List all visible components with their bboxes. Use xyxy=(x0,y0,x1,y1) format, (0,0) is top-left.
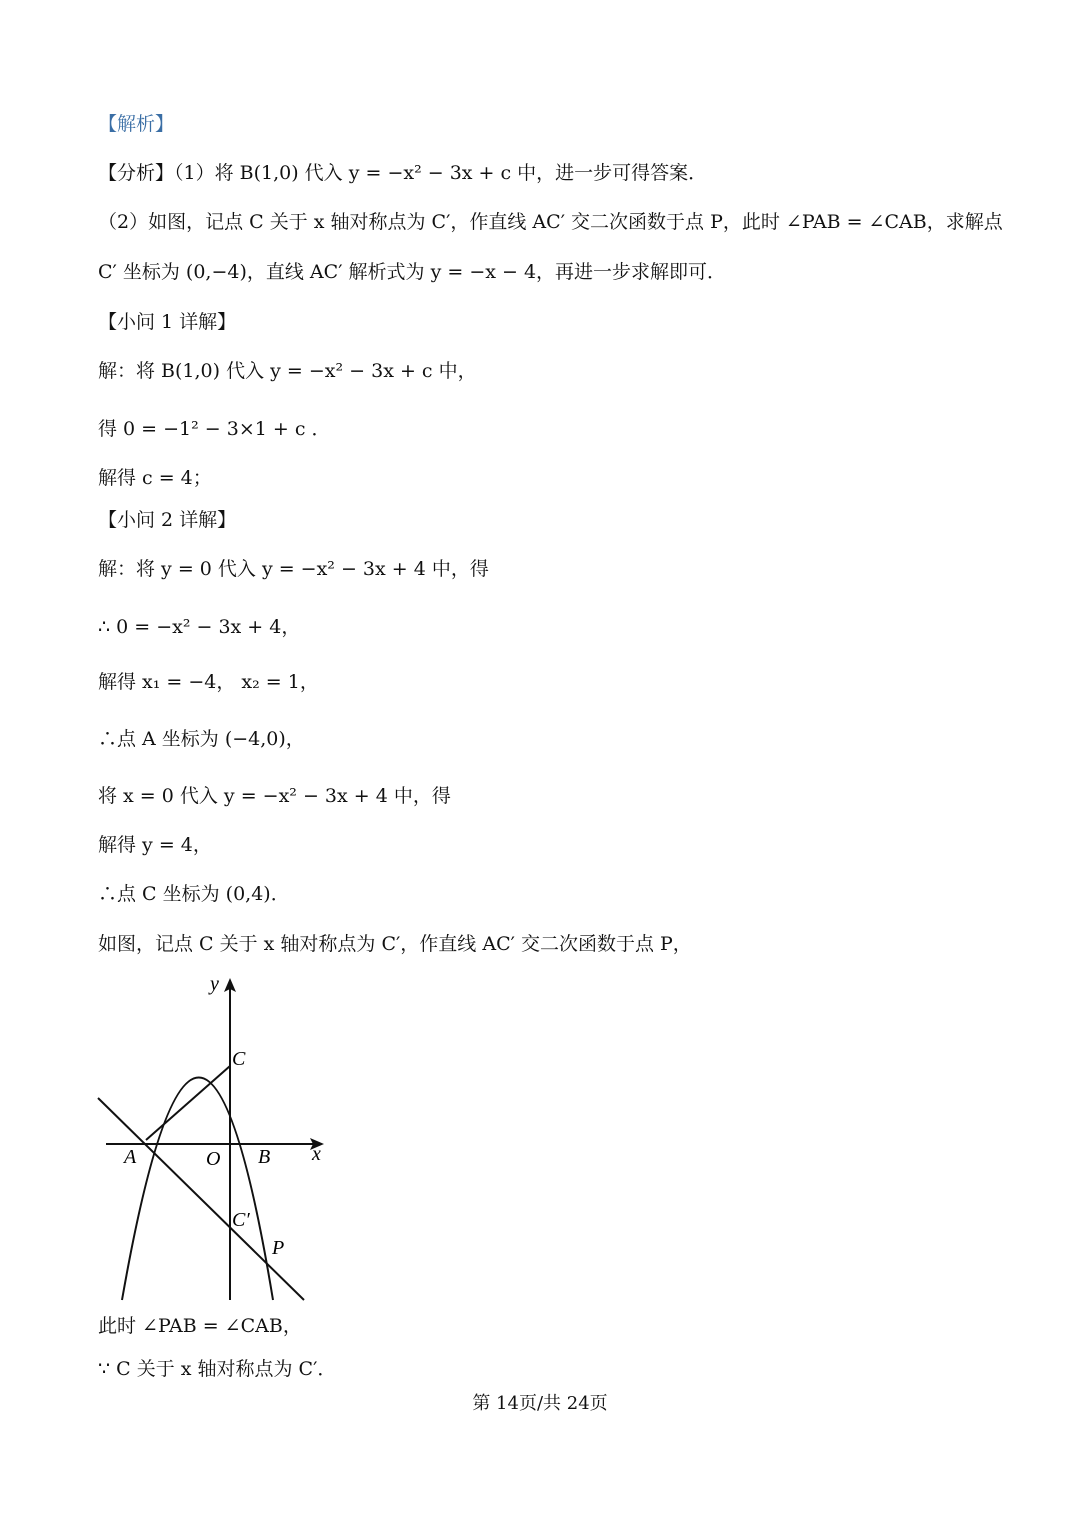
label-c-prime: C′ xyxy=(232,1209,250,1231)
analysis-line-2: （2）如图，记点 C 关于 x 轴对称点为 C′，作直线 AC′ 交二次函数于点 P，此时 ∠PAB = ∠CAB，求解点 xyxy=(98,211,1003,233)
analysis-line-1: 【分析】（1）将 B(1,0) 代入 y = −x² − 3x + c 中，进一步可得答案． xyxy=(98,162,708,184)
label-o: O xyxy=(206,1148,221,1170)
q2-line-1: 解：将 y = 0 代入 y = −x² − 3x + 4 中，得 xyxy=(98,558,489,580)
analysis-line-3: C′ 坐标为 (0,−4)，直线 AC′ 解析式为 y = −x − 4，再进一步求解即可． xyxy=(98,261,727,283)
parabola-figure xyxy=(92,970,332,1306)
label-c: C xyxy=(232,1048,246,1070)
q1-line-3: 解得 c = 4； xyxy=(98,467,212,489)
heading-q1: 【小问 1 详解】 xyxy=(98,311,237,333)
q2-line-2: ∴ 0 = −x² − 3x + 4， xyxy=(98,616,301,638)
label-a: A xyxy=(124,1146,137,1168)
q2-line-3: 解得 x₁ = −4， x₂ = 1， xyxy=(98,671,319,693)
label-y: y xyxy=(210,973,219,995)
label-x: x xyxy=(312,1143,321,1165)
segment-ac xyxy=(146,1066,230,1140)
q2-line-6: 解得 y = 4， xyxy=(98,834,212,856)
q2-line-7: ∴点 C 坐标为 (0,4)． xyxy=(98,883,290,905)
label-p: P xyxy=(272,1237,285,1259)
heading-q2: 【小问 2 详解】 xyxy=(98,509,237,531)
q1-line-1: 解：将 B(1,0) 代入 y = −x² − 3x + c 中， xyxy=(98,360,477,382)
q1-line-2: 得 0 = −1² − 3×1 + c ． xyxy=(98,418,331,440)
page-footer: 第 14页/共 24页 xyxy=(472,1393,608,1414)
q2-line-5: 将 x = 0 代入 y = −x² − 3x + 4 中，得 xyxy=(98,785,451,807)
q2-line-10: ∵ C 关于 x 轴对称点为 C′． xyxy=(98,1358,337,1380)
label-b: B xyxy=(258,1146,271,1168)
line-ac-prime xyxy=(98,1098,304,1300)
q2-line-9: 此时 ∠PAB = ∠CAB， xyxy=(98,1315,302,1337)
q2-line-8: 如图，记点 C 关于 x 轴对称点为 C′，作直线 AC′ 交二次函数于点 P， xyxy=(98,933,692,955)
heading-jiexi: 【解析】 xyxy=(98,113,175,135)
parabola-curve xyxy=(122,1078,273,1301)
q2-line-4: ∴点 A 坐标为 (−4,0)， xyxy=(98,728,305,750)
